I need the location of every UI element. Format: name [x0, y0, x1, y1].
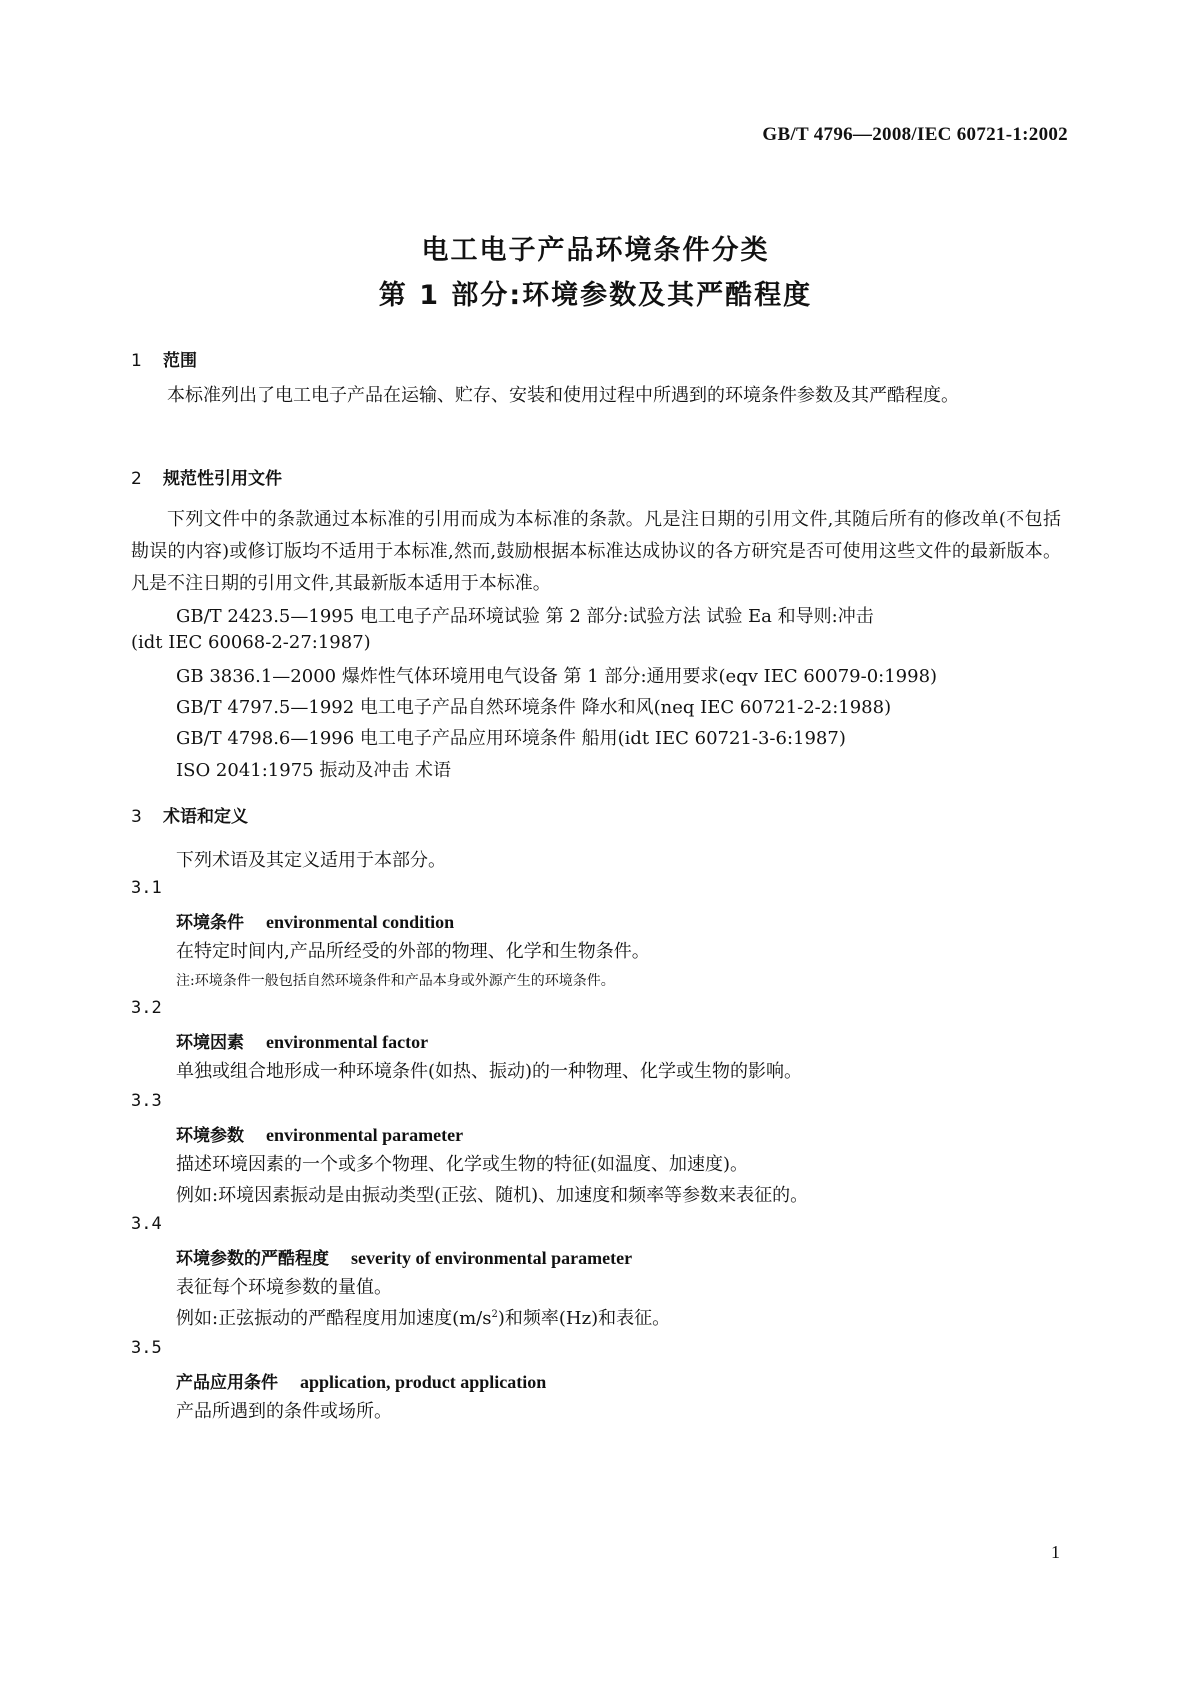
clause-number: 3.1	[131, 878, 162, 898]
term-definition: 在特定时间内,产品所经受的外部的物理、化学和生物条件。	[176, 941, 650, 962]
term-chinese: 产品应用条件	[176, 1373, 278, 1393]
term-heading	[176, 1028, 428, 1053]
clause-number: 3.4	[131, 1214, 162, 1234]
term-definition: 单独或组合地形成一种环境条件(如热、振动)的一种物理、化学或生物的影响。	[176, 1061, 803, 1082]
term-example: 例如:环境因素振动是由振动类型(正弦、随机)、加速度和频率等参数来表征的。	[176, 1185, 809, 1206]
reference-item: GB/T 2423.5—1995 电工电子产品环境试验 第 2 部分:试验方法 试验 Ea 和导则:冲击	[176, 606, 874, 627]
reference-item-continued: (idt IEC 60068-2-27:1987)	[131, 632, 371, 653]
term-english: environmental condition	[266, 912, 455, 932]
reference-item: GB/T 4797.5—1992 电工电子产品自然环境条件 降水和风(neq IEC 60721-2-2:1988)	[176, 697, 892, 718]
section-number: 1	[131, 351, 142, 371]
document-title-line2: 第 1 部分:环境参数及其严酷程度	[378, 280, 813, 311]
term-english: environmental parameter	[266, 1125, 464, 1145]
page-number: 1	[1051, 1542, 1060, 1562]
term-english: severity of environmental parameter	[351, 1248, 633, 1268]
term-english: application, product application	[300, 1372, 547, 1392]
term-english: environmental factor	[266, 1032, 429, 1052]
term-heading	[176, 1368, 546, 1393]
example-text: 例如:正弦振动的严酷程度用加速度(m/s	[176, 1308, 492, 1329]
term-note: 注:环境条件一般包括自然环境条件和产品本身或外源产生的环境条件。	[176, 973, 615, 989]
section-2-text: 下列文件中的条款通过本标准的引用而成为本标准的条款。凡是注日期的引用文件,其随后所有的修改单(不包括勘误的内容)或修订版均不适用于本标准,然而,鼓励根据本标准达成协议的各方研究是否可使用这些文件的最新版本。凡是不注日期的引用文件,其最新版本适用于本标准。	[131, 509, 1061, 594]
section-title: 规范性引用文件	[163, 469, 282, 489]
term-chinese: 环境参数	[176, 1126, 244, 1146]
reference-item: GB 3836.1—2000 爆炸性气体环境用电气设备 第 1 部分:通用要求(eqv IEC 60079-0:1998)	[176, 666, 938, 687]
section-3-heading	[131, 802, 248, 827]
clause-number: 3.3	[131, 1091, 162, 1111]
section-3-intro: 下列术语及其定义适用于本部分。	[176, 850, 446, 871]
superscript: 2	[491, 1309, 498, 1320]
term-definition: 表征每个环境参数的量值。	[176, 1277, 392, 1298]
term-heading	[176, 1244, 632, 1269]
term-chinese: 环境因素	[176, 1033, 244, 1053]
term-heading	[176, 908, 454, 933]
section-number: 3	[131, 807, 142, 827]
document-title-line1: 电工电子产品环境条件分类	[421, 235, 770, 266]
section-1-text: 本标准列出了电工电子产品在运输、贮存、安装和使用过程中所遇到的环境条件参数及其严酷程度。	[167, 385, 959, 406]
clause-number: 3.5	[131, 1338, 162, 1358]
term-definition: 描述环境因素的一个或多个物理、化学或生物的特征(如温度、加速度)。	[176, 1154, 749, 1175]
clause-number: 3.2	[131, 998, 162, 1018]
section-2-heading	[131, 464, 282, 489]
term-definition: 产品所遇到的条件或场所。	[176, 1401, 392, 1422]
example-text: )和频率(Hz)和表征。	[497, 1308, 671, 1329]
term-chinese: 环境参数的严酷程度	[176, 1249, 329, 1269]
term-example	[176, 1304, 670, 1330]
section-title: 术语和定义	[163, 807, 248, 827]
term-chinese: 环境条件	[176, 913, 244, 933]
term-heading	[176, 1121, 463, 1146]
section-title: 范围	[163, 351, 197, 371]
section-number: 2	[131, 469, 142, 489]
reference-item: ISO 2041:1975 振动及冲击 术语	[176, 760, 452, 781]
standard-code: GB/T 4796—2008/IEC 60721-1:2002	[762, 124, 1068, 145]
reference-item: GB/T 4798.6—1996 电工电子产品应用环境条件 船用(idt IEC 60721-3-6:1987)	[176, 728, 846, 749]
section-1-heading	[131, 346, 197, 371]
